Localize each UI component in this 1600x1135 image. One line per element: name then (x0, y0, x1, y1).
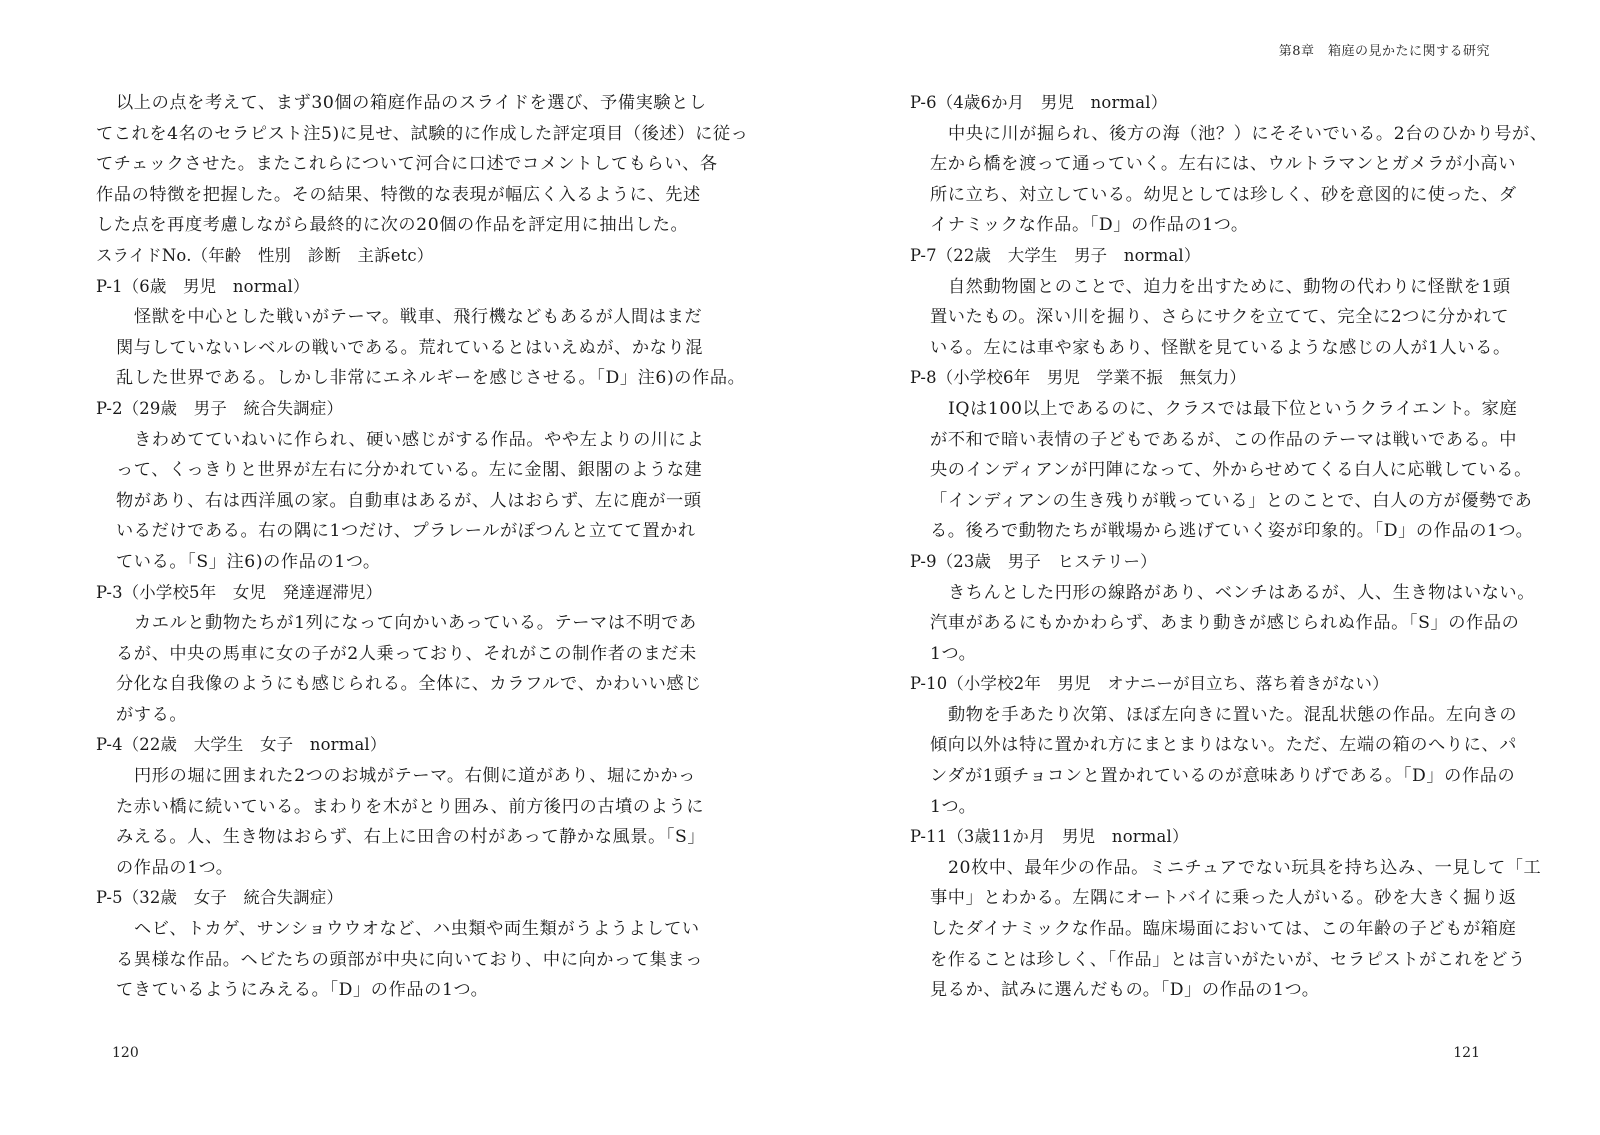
text-line: みえる。人、生き物はおらず、右上に田舎の村があって静かな風景。「S」 (116, 827, 706, 848)
text-line: 動物を手あたり次第、ほぼ左向きに置いた。混乱状態の作品。左向きの (948, 704, 1518, 725)
text-line: 傾向以外は特に置かれ方にまとまりはない。ただ、左端の箱のへりに、パ (930, 735, 1517, 756)
text-line: 円形の堀に囲まれた2つのお城がテーマ。右側に道があり、堀にかかっ (134, 766, 696, 787)
running-head: 第8章 箱庭の見かたに関する研究 (1278, 44, 1490, 59)
text-line: 「インディアンの生き残りが戦っている」とのことで、白人の方が優勢であ (930, 490, 1533, 511)
page-number-left: 120 (112, 1045, 139, 1061)
text-line: の作品の1つ。 (116, 857, 234, 878)
text-line: てきているようにみえる。「D」の作品の1つ。 (116, 980, 489, 1001)
text-line: てチェックさせた。またこれらについて河合に口述でコメントしてもらい、各 (96, 154, 718, 175)
text-line: 見るか、試みに選んだもの。「D」の作品の1つ。 (930, 980, 1320, 1001)
entry-heading: P-1（6歳 男児 normal） (96, 276, 310, 296)
text-line: を作ることは珍しく、「作品」とは言いがたいが、セラピストがこれをどう (930, 949, 1526, 970)
entry-heading: P-5（32歳 女子 統合失調症） (96, 888, 344, 908)
text-line: 1つ。 (930, 643, 977, 664)
text-line: 左から橋を渡って通っていく。左右には、ウルトラマンとガメラが小高い (930, 154, 1517, 175)
text-line: てこれを4名のセラピスト注5)に見せ、試験的に作成した評定項目（後述）に従っ (96, 123, 749, 144)
page-number-right: 121 (1453, 1045, 1480, 1061)
text-line: 中央に川が掘られ、後方の海（池？）にそそいでいる。2台のひかり号が、 (948, 123, 1548, 144)
text-line: ンダが1頭チョコンと置かれているのが意味ありげである。「D」の作品の (930, 766, 1516, 787)
entry-heading: スライドNo.（年齢 性別 診断 主訴etc） (96, 245, 434, 265)
text-line: カエルと動物たちが1列になって向かいあっている。テーマは不明であ (134, 613, 697, 634)
text-line: きわめてていねいに作られ、硬い感じがする作品。やや左よりの川によ (134, 429, 705, 450)
text-line: がする。 (116, 704, 188, 725)
entry-heading: P-8（小学校6年 男児 学業不振 無気力） (910, 368, 1246, 388)
entry-heading: P-4（22歳 大学生 女子 normal） (96, 735, 387, 755)
text-line: 20枚中、最年少の作品。ミニチュアでない玩具を持ち込み、一見して「工 (948, 857, 1542, 878)
entry-heading: P-2（29歳 男子 統合失調症） (96, 398, 344, 418)
text-line: るが、中央の馬車に女の子が2人乗っており、それがこの制作者のまだ未 (116, 643, 697, 664)
text-line: 1つ。 (930, 796, 977, 817)
text-line: 以上の点を考えて、まず30個の箱庭作品のスライドを選び、予備実験とし (116, 93, 707, 113)
text-line: た赤い橋に続いている。まわりを木がとり囲み、前方後円の古墳のように (116, 796, 705, 817)
text-line: って、くっきりと世界が左右に分かれている。左に金閣、銀閣のような建 (116, 460, 703, 481)
left-text-block (96, 88, 749, 1006)
text-line: 怪獣を中心とした戦いがテーマ。戦車、飛行機などもあるが人間はまだ (134, 307, 703, 328)
text-line: したダイナミックな作品。臨床場面においては、この年齢の子どもが箱庭 (930, 919, 1517, 940)
text-line: が不和で暗い表情の子どもであるが、この作品のテーマは戦いである。中 (930, 429, 1517, 450)
text-line: IQは100以上であるのに、クラスでは最下位というクライエント。家庭 (948, 398, 1518, 419)
text-line: 央のインディアンが円陣になって、外からせめてくる白人に応戦している。 (930, 460, 1532, 481)
text-line: ている。「S」注6)の作品の1つ。 (116, 551, 381, 572)
text-line: 汽車があるにもかかわらず、あまり動きが感じられぬ作品。「S」の作品の (930, 613, 1520, 634)
entry-heading: P-3（小学校5年 女児 発達遅滞児） (96, 582, 383, 602)
text-line: した点を再度考慮しながら最終的に次の20個の作品を評定用に抽出した。 (96, 215, 689, 236)
text-line: 乱した世界である。しかし非常にエネルギーを感じさせる。「D」注6)の作品。 (116, 368, 746, 389)
entry-heading: P-7（22歳 大学生 男子 normal） (910, 245, 1201, 265)
text-line: 作品の特徴を把握した。その結果、特徴的な表現が幅広く入るように、先述 (96, 184, 701, 205)
text-line: 分化な自我像のようにも感じられる。全体に、カラフルで、かわいい感じ (116, 674, 702, 695)
right-text-block (910, 88, 1548, 1006)
entry-heading: P-9（23歳 男子 ヒステリー） (910, 551, 1157, 571)
text-line: いるだけである。右の隅に1つだけ、プラレールがぽつんと立てて置かれ (116, 521, 696, 542)
text-line: 関与していないレベルの戦いである。荒れているとはいえぬが、かなり混 (116, 337, 703, 358)
text-line: イナミックな作品。「D」の作品の1つ。 (930, 215, 1249, 236)
text-line: る。後ろで動物たちが戦場から逃げていく姿が印象的。「D」の作品の1つ。 (930, 521, 1534, 542)
text-line: 置いたもの。深い川を掘り、さらにサクを立てて、完全に2つに分かれて (930, 307, 1510, 328)
text-line: 物があり、右は西洋風の家。自動車はあるが、人はおらず、左に鹿が一頭 (116, 490, 702, 511)
text-line: る異様な作品。ヘビたちの頭部が中央に向いており、中に向かって集まっ (116, 949, 703, 970)
entry-heading: P-10（小学校2年 男児 オナニーが目立ち、落ち着きがない） (910, 674, 1389, 694)
text-line: きちんとした円形の線路があり、ベンチはあるが、人、生き物はいない。 (948, 582, 1535, 603)
text-line: 自然動物園とのことで、迫力を出すために、動物の代わりに怪獣を1頭 (948, 276, 1511, 297)
text-line: いる。左には車や家もあり、怪獣を見ているような感じの人が1人いる。 (930, 337, 1511, 358)
entry-heading: P-11（3歳11か月 男児 normal） (910, 827, 1189, 847)
text-line: 事中」とわかる。左隅にオートバイに乗った人がいる。砂を大きく掘り返 (930, 888, 1517, 909)
text-line: ヘビ、トカゲ、サンショウウオなど、ハ虫類や両生類がうようよしてい (134, 919, 700, 940)
text-line: 所に立ち、対立している。幼児としては珍しく、砂を意図的に使った、ダ (930, 184, 1517, 205)
entry-heading: P-6（4歳6か月 男児 normal） (910, 93, 1168, 112)
right-page (800, 0, 1600, 1135)
